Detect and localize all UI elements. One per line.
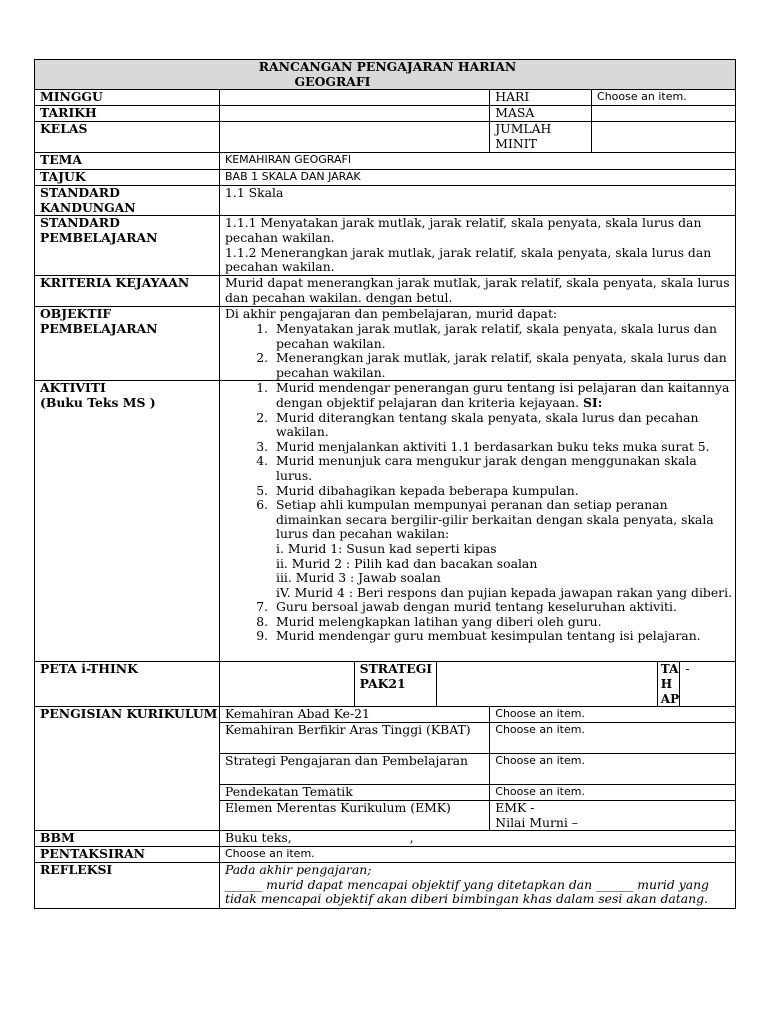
rph-table	[34, 59, 736, 909]
pengisian-item-name: Kemahiran Abad Ke-21	[220, 707, 490, 723]
bbm-value: Buku teks, ,	[220, 831, 736, 847]
objektif-value	[220, 307, 736, 381]
pengisian-select[interactable]: Choose an item.	[490, 723, 736, 754]
emk-value	[490, 801, 736, 831]
aktiviti-subitem: iV. Murid 4 : Beri respons dan pujian kepada jawapan rakan yang diberi.	[276, 584, 733, 600]
strategi-pak21-label: STRATEGI PAK21	[354, 662, 436, 707]
aktiviti-item: 3. Murid menjalankan aktiviti 1.1 berdasarkan buku teks muka surat 5.	[272, 440, 735, 455]
aktiviti-item: 2. Murid diterangkan tentang skala penyata, skala lurus dan pecahan wakilan.	[272, 411, 735, 440]
pentaksiran-label: PENTAKSIRAN	[35, 846, 220, 862]
aktiviti-item: 5. Murid dibahagikan kepada beberapa kumpulan.	[272, 484, 735, 499]
masa-label: MASA	[490, 106, 592, 122]
refleksi-label: REFLEKSI	[35, 862, 220, 908]
refleksi-value	[220, 862, 736, 908]
pengisian-kurikulum-label: PENGISIAN KURIKULUM	[35, 707, 220, 831]
peta-ithink-field[interactable]	[220, 662, 355, 707]
objektif-label: OBJEKTIF PEMBELAJARAN	[35, 307, 220, 381]
si-label: SI:	[582, 394, 603, 410]
standard-pembelajaran-item: 1.1.1 Menyatakan jarak mutlak, jarak relatif, skala penyata, skala lurus dan pecahan wakilan.	[225, 215, 702, 245]
aktiviti-label: AKTIVITI	[40, 380, 106, 396]
objektif-intro: Di akhir pengajaran dan pembelajaran, murid dapat:	[225, 306, 558, 322]
standard-pembelajaran-value	[220, 216, 736, 276]
standard-pembelajaran-label: STANDARD PEMBELAJARAN	[35, 216, 220, 276]
tema-label: TEMA	[35, 153, 220, 170]
objektif-item: 1. Menyatakan jarak mutlak, jarak relatif, skala penyata, skala lurus dan pecahan wakilan.	[272, 322, 735, 351]
refleksi-line-2: ______ murid dapat mencapai objektif yang ditetapkan dan ______ murid yang tidak mencapai objektif akan diberi bimbingan khas dalam sesi akan datang.	[225, 876, 709, 907]
aktiviti-subitem: iii. Murid 3 : Jawab soalan	[276, 570, 441, 586]
strategi-pak21-field[interactable]	[436, 662, 657, 707]
title-line-2: GEOGRAFI	[294, 73, 371, 89]
peta-ithink-label: PETA i-THINK	[35, 662, 220, 707]
refleksi-line-1: Pada akhir pengajaran;	[225, 862, 372, 877]
emk-line: EMK -	[495, 800, 535, 816]
minggu-field[interactable]	[220, 90, 490, 106]
standard-kandungan-value: 1.1 Skala	[220, 186, 736, 216]
kelas-field[interactable]	[220, 122, 490, 153]
aktiviti-item: 8. Murid melengkapkan latihan yang diberi oleh guru.	[272, 615, 735, 630]
title-line-1: RANCANGAN PENGAJARAN HARIAN	[258, 59, 517, 74]
tarikh-label: TARIKH	[35, 106, 220, 122]
tarikh-field[interactable]	[220, 106, 490, 122]
standard-kandungan-label: STANDARD KANDUNGAN	[35, 186, 220, 216]
aktiviti-item: 1. Murid mendengar penerangan guru tentang isi pelajaran dan kaitannya dengan objektif pelajaran dan kriteria kejayaan. SI:	[272, 381, 735, 410]
standard-pembelajaran-item: 1.1.2 Menerangkan jarak mutlak, jarak relatif, skala penyata, skala lurus dan pecahan wakilan.	[225, 244, 712, 275]
aktiviti-item: 7. Guru bersoal jawab dengan murid tentang keseluruhan aktiviti.	[272, 600, 735, 615]
pentaksiran-select[interactable]: Choose an item.	[220, 846, 736, 862]
pengisian-item-name: Pendekatan Tematik	[220, 785, 490, 801]
aktiviti-item: 4. Murid menunjuk cara mengukur jarak dengan menggunakan skala lurus.	[272, 454, 735, 483]
minggu-label: MINGGU	[35, 90, 220, 106]
document-title	[35, 60, 736, 90]
aktiviti-subitem: i. Murid 1: Susun kad seperti kipas	[276, 540, 497, 556]
pengisian-item-name: Elemen Merentas Kurikulum (EMK)	[220, 801, 490, 831]
aktiviti-item: 9. Murid mendengar guru membuat kesimpulan tentang isi pelajaran.	[272, 629, 735, 644]
objektif-item: 2. Menerangkan jarak mutlak, jarak relatif, skala penyata, skala lurus dan pecahan wakilan.	[272, 351, 735, 380]
pengisian-item-name: Kemahiran Berfikir Aras Tinggi (KBAT)	[220, 723, 490, 754]
pengisian-select[interactable]: Choose an item.	[490, 707, 736, 723]
aktiviti-list-cell	[220, 381, 736, 662]
aktiviti-list	[225, 381, 735, 644]
tahap-value: -	[680, 662, 736, 707]
tema-value: KEMAHIRAN GEOGRAFI	[220, 153, 736, 170]
hari-select[interactable]: Choose an item.	[592, 90, 736, 106]
aktiviti-item: 6. Setiap ahli kumpulan mempunyai peranan dan setiap peranan dimainkan secara bergilir-gilir berkaitan dengan skala penyata, skala lurus dan pecahan wakilan: i. Murid 1: Susun kad seperti kipas ii. Murid 2 : Pilih kad dan bacakan soalan iii. Murid 3 : Jawab soalan iV. Murid 4 : Beri respons dan pujian kepada jawapan rakan yang diberi.	[272, 498, 735, 600]
tahap-label: TAHAP	[657, 662, 680, 707]
kriteria-kejayaan-label: KRITERIA KEJAYAAN	[35, 276, 220, 307]
jumlah-minit-label: JUMLAH MINIT	[490, 122, 592, 153]
bbm-label: BBM	[35, 831, 220, 847]
pengisian-select[interactable]: Choose an item.	[490, 785, 736, 801]
pengisian-select[interactable]: Choose an item.	[490, 754, 736, 785]
hari-label: HARI	[490, 90, 592, 106]
nilai-murni-line: Nilai Murni –	[495, 814, 579, 830]
aktiviti-label-cell	[35, 381, 220, 662]
masa-field[interactable]	[592, 106, 736, 122]
jumlah-minit-field[interactable]	[592, 122, 736, 153]
aktiviti-sublabel: (Buku Teks MS )	[40, 394, 156, 410]
kelas-label: KELAS	[35, 122, 220, 153]
tajuk-label: TAJUK	[35, 170, 220, 186]
aktiviti-subitem: ii. Murid 2 : Pilih kad dan bacakan soalan	[276, 555, 538, 571]
pengisian-item-name: Strategi Pengajaran dan Pembelajaran	[220, 754, 490, 785]
kriteria-kejayaan-value: Murid dapat menerangkan jarak mutlak, jarak relatif, skala penyata, skala lurus dan pecahan wakilan. dengan betul.	[220, 276, 736, 307]
tajuk-value: BAB 1 SKALA DAN JARAK	[220, 170, 736, 186]
